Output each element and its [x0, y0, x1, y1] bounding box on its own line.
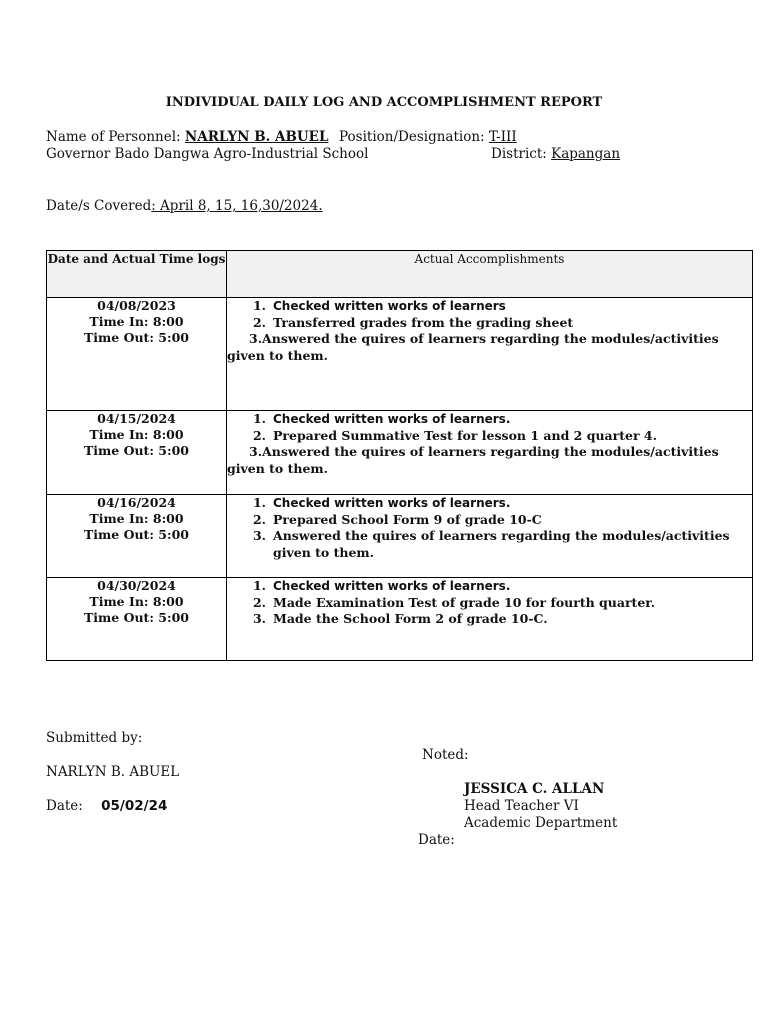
item-number: 1. [252, 495, 266, 510]
item-number: 2. [252, 427, 266, 443]
list-item [227, 315, 752, 332]
item-number: 3. [252, 611, 266, 626]
log-date: 04/16/2024 [97, 495, 176, 510]
accomplishment-cell [227, 298, 753, 411]
time-in: Time In: 8:00 [89, 427, 184, 442]
item-number: 2. [252, 511, 266, 527]
time-in: Time In: 8:00 [89, 594, 184, 609]
report-title: INDIVIDUAL DAILY LOG AND ACCOMPLISHMENT REPORT [165, 95, 603, 110]
log-date: 04/15/2024 [97, 411, 176, 426]
log-date: 04/08/2023 [97, 298, 176, 313]
noted-title: Head Teacher VI [464, 798, 579, 814]
district-label: District: [491, 146, 547, 162]
time-in: Time In: 8:00 [89, 314, 184, 329]
district-value: Kapangan [551, 146, 621, 162]
name-label: Name of Personnel: [46, 129, 181, 145]
item-number: 1. [252, 578, 266, 593]
item-number: 2. [252, 314, 266, 330]
item-text: Transferred grades from the grading sheet [273, 314, 574, 330]
table-row [47, 298, 753, 411]
noted-name: JESSICA C. ALLAN [464, 781, 605, 797]
submitted-date-label: Date: [46, 798, 83, 814]
table-header-row [47, 251, 753, 298]
list-item [227, 495, 752, 512]
table-row [47, 411, 753, 495]
item-text: Made Examination Test of grade 10 for fourth quarter. [273, 594, 656, 610]
submitted-date: 05/02/24 [101, 798, 168, 814]
time-out: Time Out: 5:00 [83, 527, 189, 542]
item-text: Checked written works of learners. [273, 496, 511, 510]
header-accomplishments: Actual Accomplishments [227, 251, 753, 298]
list-item [227, 428, 752, 445]
item-number: 1. [252, 298, 266, 313]
time-out: Time Out: 5:00 [83, 330, 189, 345]
time-log-cell [47, 411, 227, 495]
district-line [491, 146, 620, 162]
log-table [46, 250, 753, 661]
noted-department: Academic Department [464, 815, 618, 831]
item-number: 1. [252, 411, 266, 426]
position-value: T-III [488, 129, 517, 145]
personnel-line [46, 129, 328, 145]
item-text: Prepared Summative Test for lesson 1 and 2 quarter 4. [273, 427, 657, 443]
time-log-cell [47, 578, 227, 661]
time-log-cell [47, 495, 227, 578]
school-name: Governor Bado Dangwa Agro-Industrial School [46, 146, 369, 162]
item-number: 3. [252, 528, 266, 543]
submitted-date-line [46, 798, 167, 814]
list-item [227, 298, 752, 315]
time-out: Time Out: 5:00 [83, 443, 189, 458]
submitted-by-label: Submitted by: [46, 730, 143, 746]
header-time: Date and Actual Time logs [47, 251, 227, 298]
list-item-flow: 3.Answered the quires of learners regarding the modules/activities given to them. [227, 444, 719, 476]
accomplishment-cell [227, 495, 753, 578]
position-label: Position/Designation: [339, 129, 485, 145]
dates-covered-label: Date/s Covered [46, 198, 152, 214]
position-line [339, 129, 517, 145]
item-text: Checked written works of learners. [273, 412, 511, 426]
table-row [47, 495, 753, 578]
log-date: 04/30/2024 [97, 578, 176, 593]
accomplishment-cell [227, 411, 753, 495]
list-item [227, 411, 752, 428]
submitter-name: NARLYN B. ABUEL [46, 764, 180, 780]
list-item [227, 512, 752, 529]
list-item-flow: 3.Answered the quires of learners regarding the modules/activities given to them. [227, 331, 719, 363]
dates-covered-value: : April 8, 15, 16,30/2024. [151, 198, 323, 214]
time-in: Time In: 8:00 [89, 511, 184, 526]
item-number: 2. [252, 594, 266, 610]
item-text: Made the School Form 2 of grade 10-C. [273, 611, 548, 626]
personnel-name: NARLYN B. ABUEL [184, 129, 329, 145]
list-item [227, 611, 752, 628]
accomplishment-cell [227, 578, 753, 661]
list-item [227, 595, 752, 612]
noted-date-label: Date: [418, 832, 455, 848]
dates-covered [46, 198, 323, 214]
item-text: Prepared School Form 9 of grade 10-C [273, 511, 542, 527]
item-text: Answered the quires of learners regarding the modules/activities given to them. [273, 528, 730, 560]
noted-label: Noted: [422, 747, 469, 763]
list-item [227, 578, 752, 595]
time-log-cell [47, 298, 227, 411]
item-text: Checked written works of learners [273, 299, 506, 313]
item-text: Checked written works of learners. [273, 579, 511, 593]
list-item [227, 528, 752, 561]
time-out: Time Out: 5:00 [83, 610, 189, 625]
table-row [47, 578, 753, 661]
